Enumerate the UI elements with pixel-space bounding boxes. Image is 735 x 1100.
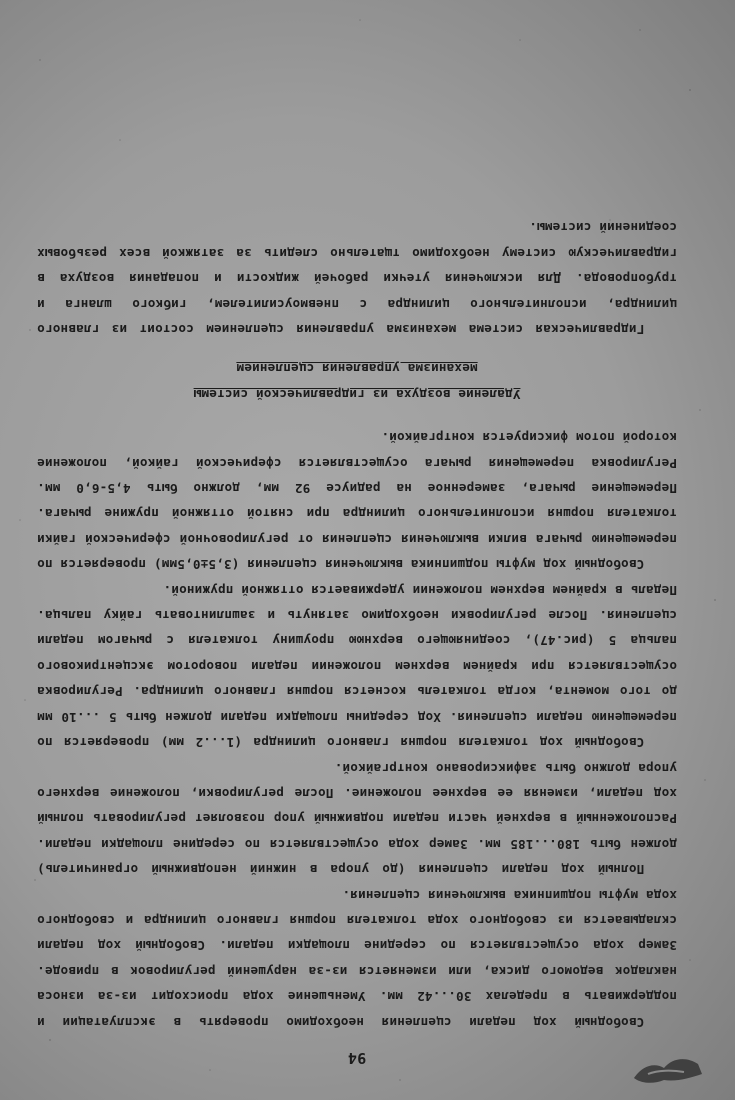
paragraph-hydraulic-system: Гидравлическая система механизма управления сцеплением состоит из главного цилиндра, исполнительного цилиндра с пневмоусилителем, гибкого шланга и трубопровода. Для исключения утечки рабочей жидкости и попадания воздуха в гидравлическую систему необходимо тщательно следить за затяжкой всех резьбовых соединений системы.	[37, 220, 677, 338]
section-heading-line-1: Удаление воздуха из гидравлической системы	[193, 386, 521, 402]
smudge-mark-icon	[628, 1048, 708, 1088]
section-heading	[37, 356, 677, 407]
section-heading-line-2: механизма управления сцеплением	[236, 361, 478, 377]
page-number: 94	[347, 1049, 367, 1067]
paragraph-bearing-play: Свободный ход муфты подшипника выключения сцепления (3,5±0,5мм) проверяется по перемещению рычага вилки выключения сцепления от регулировочной сферической гайки толкателя поршня исполнительного цилиндра при снятой оттяжной пружине рычага. Перемещение рычага, замеренное на радиусе 92 мм, должно быть 4,5-6,0 мм. Регулировка перемещения рычага осуществляется сферической гайкой, положение которой потом фиксируется контргайкой.	[37, 430, 677, 573]
paragraph-free-play: Свободный ход педали сцепления необходимо проверять в эксплуатации и поддерживать в пределах 30...42 мм. Уменьшение хода происходит из-за износа накладок ведомого диска, или изменяется из-за нарушений регулировок в приводе. Замер хода осуществляется по середине площадки педали. Свободный ход педали складывается из свободного хода толкателя поршня главного цилиндра и свободного хода муфты подшипника выключения сцепления.	[37, 887, 677, 1030]
page-text-block	[37, 215, 677, 1070]
paragraph-pushrod-play: Свободный ход толкателя поршня главного цилиндра (1...2 мм) проверяется по перемещению педали сцепления. Ход середины площадки педали должен быть 5 ...10 мм до того момента, когда толкатель коснется поршня главного цилиндра. Регулировка осуществляется при крайнем верхнем положении педали поворотом эксцентрикового пальца 5 (рис.47), соединяющего верхнюю проушину толкателя с рычагом педали сцепления. После регулировки необходимо затянуть и зашплинтовать гайку пальца. Педаль в крайнем верхнем положении удерживается оттяжной пружиной.	[37, 582, 677, 751]
paragraph-full-travel: Полный ход педали сцепления (до упора в нижний неподвижный ограничитель) должен быть 180...185 мм. Замер хода осуществляется по середине площадки педали. Расположенный в верхней части педали подвижный упор позволяет регулировать полный ход педали, изменяя ее верхнее положение. После регулировки, положение верхнего упора должно быть зафиксировано контргайкой.	[37, 760, 677, 878]
